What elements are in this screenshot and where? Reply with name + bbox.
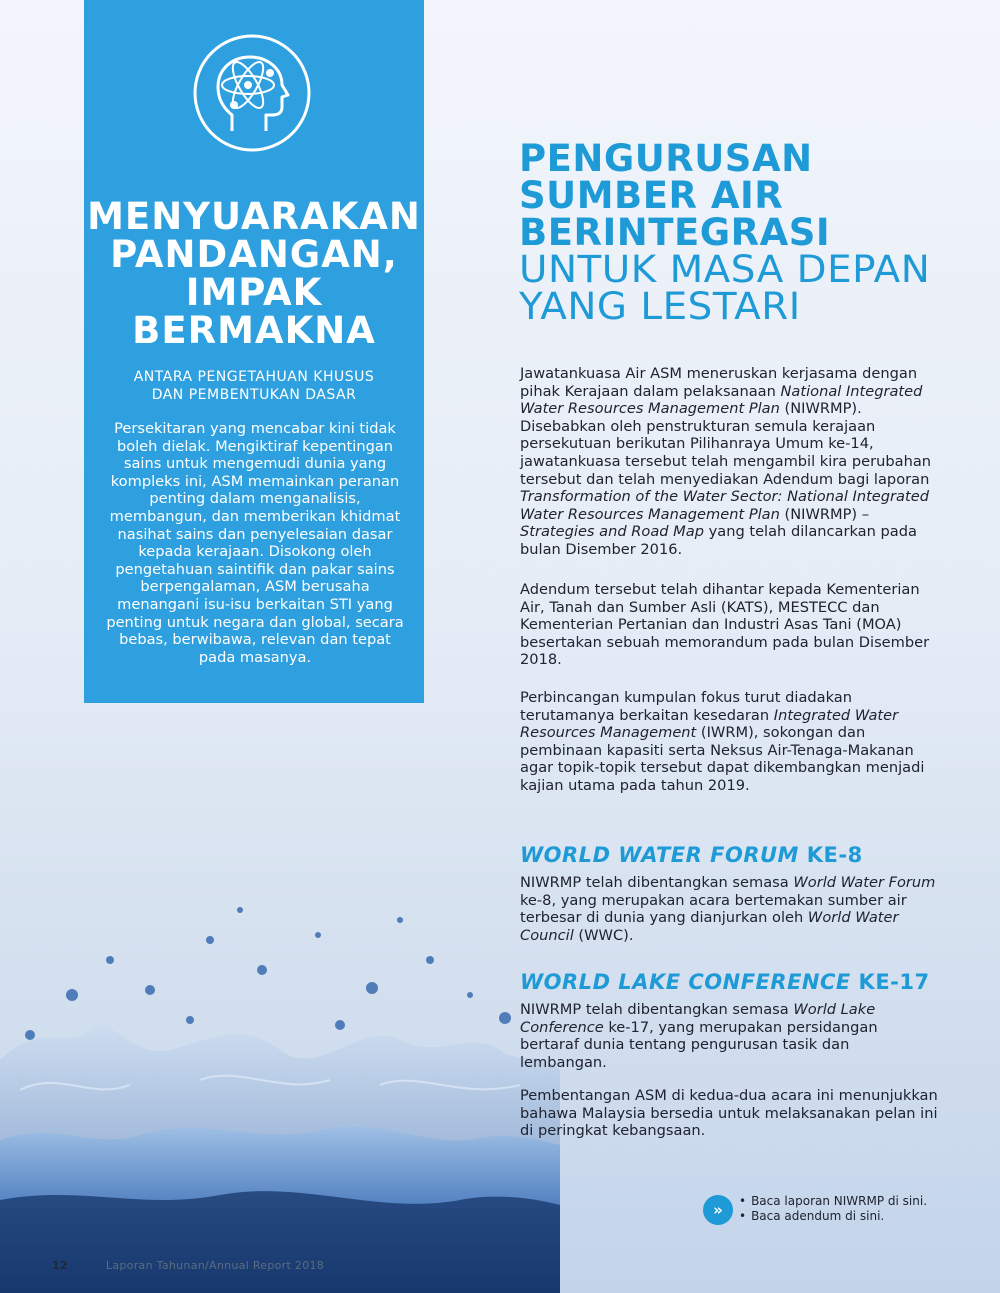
paragraph-world-lake-conference: NIWRMP telah dibentangkan semasa World Lake Conference ke-17, yang merupakan persidangan bertaraf dunia tentang pengurusan tasik dan lembangan. (520, 1001, 878, 1071)
panel-subtitle: ANTARA PENGETAHUAN KHUSUS DAN PEMBENTUKAN DASAR (133, 369, 375, 403)
link-addendum[interactable]: • Baca adendum di sini. (739, 1209, 927, 1224)
head-atom-icon (192, 33, 312, 153)
page-footer (52, 1259, 324, 1272)
link-list (739, 1194, 927, 1224)
paragraph-addendum: Adendum tersebut telah dihantar kepada Kementerian Air, Tanah dan Sumber Asli (KATS), MESTECC dan Kementerian Pertanian dan Industri Asas Tani (MOA) besertakan sebuah memorandum pada bulan Disember 2018. (520, 581, 930, 669)
water-splash-image (0, 900, 560, 1293)
panel-body-text: Persekitaran yang mencabar kini tidak boleh dielak. Mengiktiraf kepentingan sains untuk mengemudi dunia yang kompleks ini, ASM memainkan peranan penting dalam menganalisis, membangun, dan memberikan khidmat nasihat sains dan penyelesaian dasar kepada kerajaan. Disokong oleh pengetahuan saintifik dan pakar sains berpengalaman, ASM berusaha menangani isu-isu berkaitan STI yang penting untuk negara dan global, secara bebas, berwibawa, relevan dan tepat pada masanya. (106, 420, 404, 666)
report-title: Laporan Tahunan/Annual Report 2018 (105, 1259, 325, 1272)
section-heading-world-lake-conference: WORLD LAKE CONFERENCE KE-17 (520, 970, 930, 994)
paragraph-conclusion: Pembentangan ASM di kedua-dua acara ini menunjukkan bahawa Malaysia bersedia untuk melaksanakan pelan ini di peringkat kebangsaan. (520, 1087, 938, 1140)
link-niwrmp-report[interactable]: • Baca laporan NIWRMP di sini. (739, 1194, 927, 1209)
paragraph-world-water-forum: NIWRMP telah dibentangkan semasa World Water Forum ke-8, yang merupakan acara bertemakan sumber air terbesar di dunia yang dianjurkan oleh World Water Council (WWC). (520, 874, 936, 944)
paragraph-niwrmp: Jawatankuasa Air ASM meneruskan kerjasama dengan pihak Kerajaan dalam pelaksanaan National Integrated Water Resources Management Plan (NIWRMP). Disebabkan oleh penstrukturan semula kerajaan persekutuan berikutan Pilihanraya Umum ke-14, jawatankuasa tersebut telah mengambil kira perubahan tersebut dan telah menyediakan Adendum bagi laporan Transformation of the Water Sector: National Integrated Water Resources Management Plan (NIWRMP) – Strategies and Road Map yang telah dilancarkan pada bulan Disember 2016. (520, 365, 932, 558)
double-chevron-right-icon[interactable]: » (703, 1195, 733, 1225)
panel-title: MENYUARAKAN PANDANGAN, IMPAK BERMAKNA (87, 195, 421, 352)
section-heading-world-water-forum: WORLD WATER FORUM KE-8 (520, 843, 863, 867)
report-links (703, 1195, 963, 1231)
intro-panel (84, 0, 424, 703)
paragraph-focus-group: Perbincangan kumpulan fokus turut diadakan terutamanya berkaitan kesedaran Integrated Water Resources Management (IWRM), sokongan dan pembinaan kapasiti serta Neksus Air-Tenaga-Makanan agar topik-topik tersebut dapat dikembangkan menjadi kajian utama pada tahun 2019. (520, 689, 925, 794)
page-number: 12 (52, 1259, 68, 1272)
page-title: PENGURUSAN SUMBER AIR BERINTEGRASI UNTUK MASA DEPAN YANG LESTARI (519, 137, 931, 328)
